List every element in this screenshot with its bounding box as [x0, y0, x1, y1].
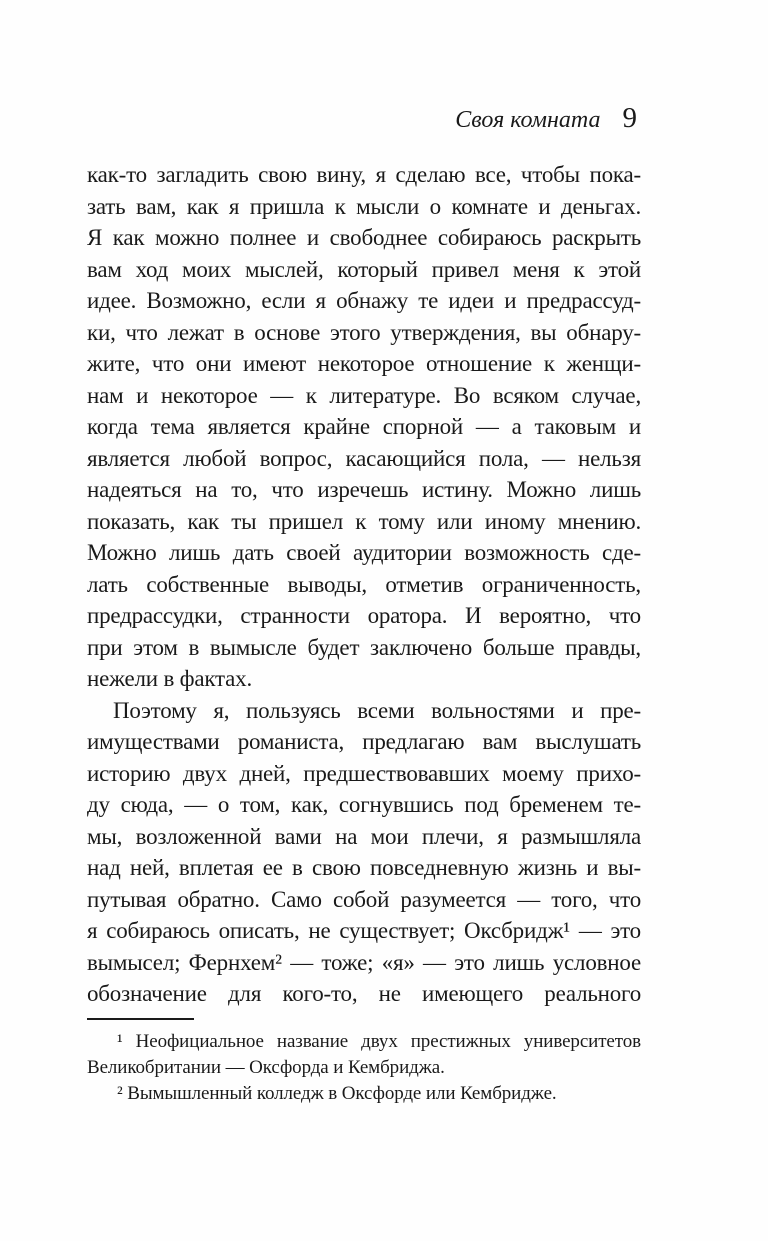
- text-line: является любой вопрос, касающийся пола, — нельзя: [87, 445, 641, 471]
- text-line: нам и некоторое — к литературе. Во всяком случае,: [87, 382, 641, 408]
- text-line: жите, что они имеют некоторое отношение к женщи-: [87, 351, 641, 376]
- text-line: историю двух дней, предшествовавших моему прихо-: [87, 760, 641, 786]
- text-line: Я как можно полнее и свободнее собираюсь раскрыть: [87, 225, 641, 250]
- running-header: [87, 103, 641, 133]
- paragraph: [87, 159, 641, 695]
- text-line: ду сюда, — о том, как, согнувшись под бременем те-: [87, 792, 641, 817]
- text-line: Поэтому я, пользуясь всеми вольностями и пре-: [113, 697, 641, 723]
- text-line: Можно лишь дать своей аудитории возможность сде-: [87, 540, 641, 565]
- text-line: предрассудки, странности оратора. И вероятно, что: [87, 603, 641, 628]
- text-line: зать вам, как я пришла к мысли о комнате и деньгах.: [87, 193, 641, 219]
- text-line: идее. Возможно, если я обнажу те идеи и предрассуд-: [87, 288, 641, 313]
- text-line: я собираюсь описать, не существует; Оксбридж¹ — это: [87, 918, 641, 943]
- text-line: нежели в фактах.: [87, 666, 253, 691]
- text-line: когда тема является крайне спорной — а таковым и: [87, 414, 641, 439]
- text-line: обозначение для кого-то, не имеющего реального: [87, 981, 641, 1006]
- text-line: вымысел; Фернхем² — тоже; «я» — это лишь условное: [87, 949, 641, 975]
- text-line: при этом в вымысле будет заключено больше правды,: [87, 634, 641, 660]
- text-block: [87, 103, 641, 1107]
- text-line: вам ход моих мыслей, который привел меня к этой: [87, 256, 641, 282]
- footnote-line: ² Вымышленный колледж в Оксфорде или Кембридже.: [117, 1082, 557, 1104]
- footnotes: [87, 1029, 641, 1107]
- text-line: показать, как ты пришел к тому или иному мнению.: [87, 508, 641, 534]
- text-line: лать собственные выводы, отметив ограниченность,: [87, 571, 641, 597]
- footnote-rule: [87, 1018, 194, 1020]
- page-number: 9: [622, 102, 637, 134]
- footnote-line: ¹ Неофициальное название двух престижных университетов: [117, 1030, 641, 1052]
- text-line: надеяться на то, что изречешь истину. Можно лишь: [87, 477, 641, 502]
- text-line: над ней, вплетая ее в свою повседневную жизнь и вы-: [87, 855, 641, 880]
- running-header-title: Своя комната: [455, 107, 601, 133]
- text-line: как-то загладить свою вину, я сделаю все, чтобы пока-: [87, 162, 641, 187]
- body-text: [87, 159, 641, 1010]
- text-line: имуществами романиста, предлагаю вам выслушать: [87, 729, 641, 754]
- text-line: ки, что лежат в основе этого утверждения, вы обнару-: [87, 319, 641, 345]
- footnote-line: Великобритании — Оксфорда и Кембриджа.: [87, 1056, 445, 1078]
- text-line: мы, возложенной вами на мои плечи, я размышляла: [87, 823, 641, 849]
- paragraph: [87, 695, 641, 1010]
- text-line: путывая обратно. Само собой разумеется — того, что: [87, 886, 641, 912]
